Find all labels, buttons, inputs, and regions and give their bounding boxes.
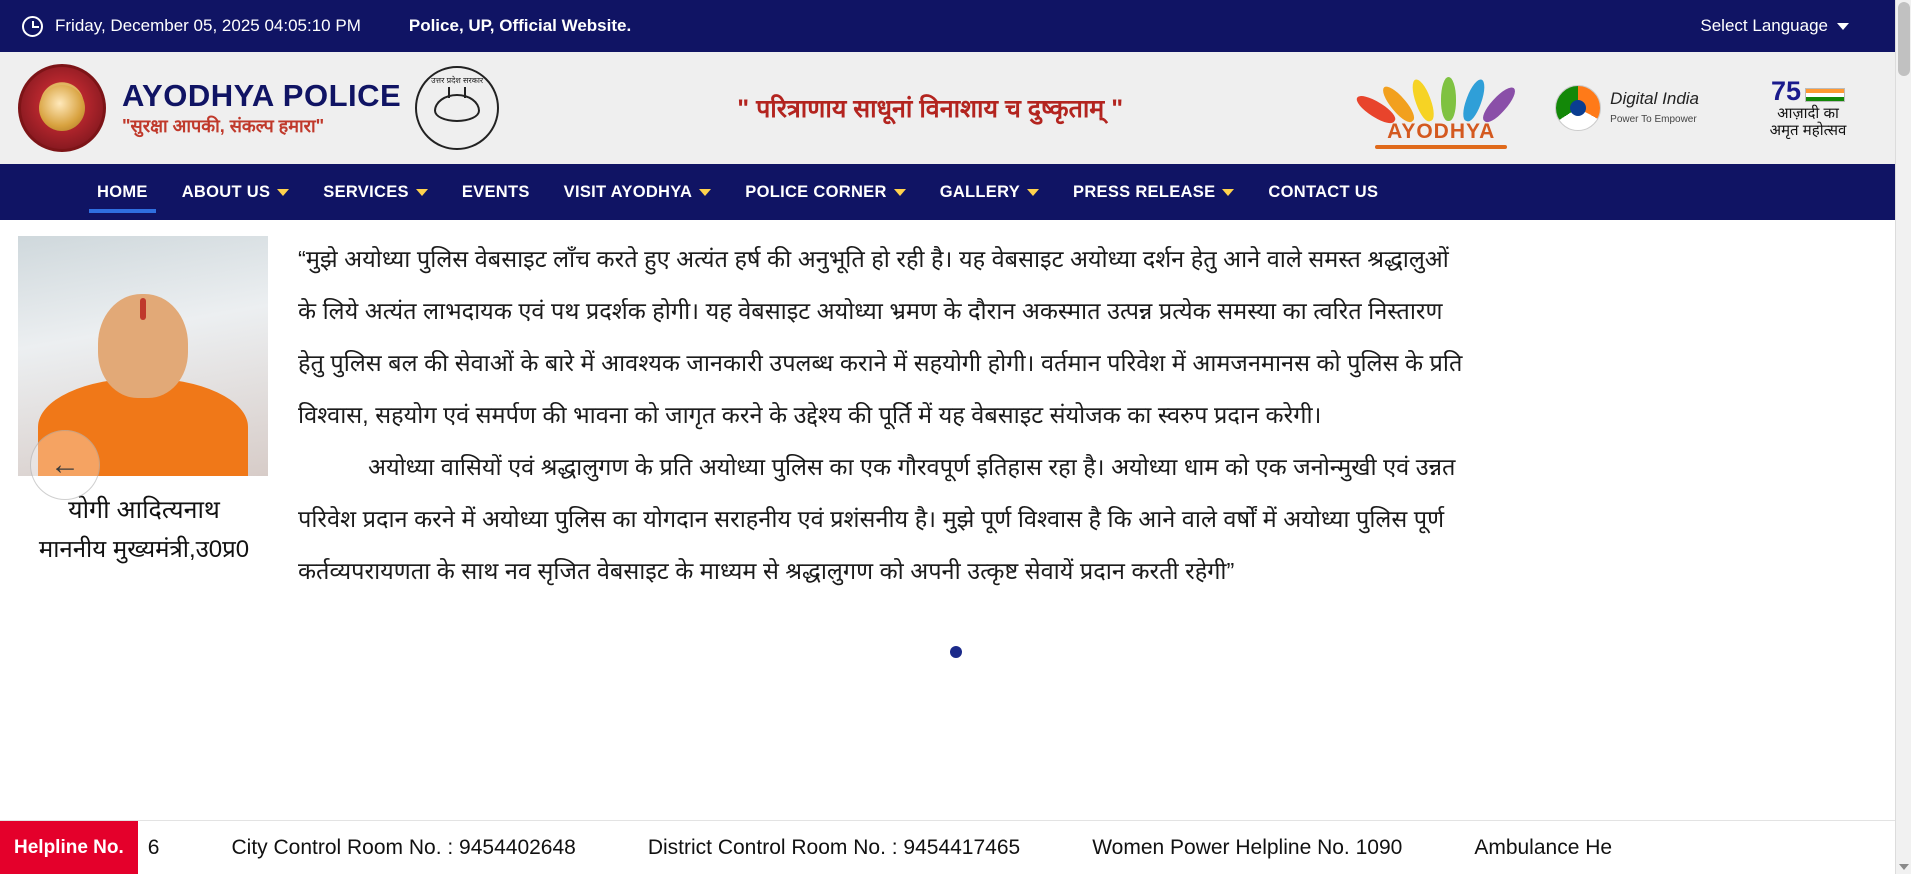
digital-india-logo	[1555, 85, 1699, 131]
cm-message-line-5: अयोध्या वासियों एवं श्रद्धालुगण के प्रति अयोध्या पुलिस का एक गौरवपूर्ण इतिहास रहा है। अयोध्या धाम को एक जनोन्मुखी एवं उन्नत	[368, 454, 1456, 481]
up-emblem-label: उत्तर प्रदेश सरकार	[431, 76, 484, 85]
cm-photo-tilak-shape	[140, 298, 146, 320]
cm-message-line-3: हेतु पुलिस बल की सेवाओं के बारे में आवश्यक जानकारी उपलब्ध कराने में सहयोगी होगी। वर्तमान परिवेश में आमजनमानस को पुलिस के प्रति	[298, 350, 1463, 377]
clock-icon	[22, 16, 43, 37]
helpline-tag: Helpline No.	[0, 821, 138, 874]
helpline-items	[138, 821, 1911, 874]
nav-item-about-us-label: ABOUT US	[181, 182, 271, 201]
cm-message-banner	[0, 220, 1911, 672]
brand-tagline: "सुरक्षा आपकी, संकल्प हमारा"	[122, 116, 325, 137]
language-selector[interactable]	[1700, 16, 1889, 36]
brand-name: AYODHYA POLICE	[122, 77, 402, 113]
nav-item-about-us[interactable]	[165, 164, 307, 220]
chevron-down-icon	[699, 189, 711, 196]
brand-block	[122, 77, 402, 137]
scrollbar-thumb[interactable]	[1898, 2, 1910, 76]
chevron-down-icon	[1837, 23, 1849, 30]
page-scrollbar[interactable]	[1895, 0, 1911, 874]
nav-item-contact-us-label: CONTACT US	[1268, 182, 1379, 201]
chevron-down-icon	[277, 189, 289, 196]
ayodhya-logo-text: AYODHYA	[1387, 120, 1496, 143]
helpline-item-1: City Control Room No. : 9454402648	[231, 835, 576, 859]
nav-item-visit-ayodhya-label: VISIT AYODHYA	[563, 182, 693, 201]
top-utility-bar	[0, 0, 1911, 52]
helpline-item-2: District Control Room No. : 9454417465	[647, 835, 1021, 859]
chevron-down-icon	[1222, 189, 1234, 196]
ayodhya-logo-petals	[1381, 67, 1501, 121]
cm-message-line-4: विश्वास, सहयोग एवं समर्पण की भावना को जागृत करने के उद्देश्य की पूर्ति में यह वेबसाइट संयोजक का स्वरुप प्रदान करेगी।	[298, 402, 1322, 429]
digital-india-icon	[1555, 85, 1601, 131]
carousel-prev-button[interactable]	[30, 430, 100, 500]
language-selector-label: Select Language	[1700, 16, 1828, 35]
site-official-label: Police, UP, Official Website.	[408, 16, 632, 35]
chief-minister-name: योगी आदित्यनाथ	[68, 496, 220, 524]
digital-india-title: Digital India	[1610, 88, 1699, 108]
nav-item-events[interactable]	[445, 164, 547, 220]
chevron-left-icon: ←	[50, 448, 80, 481]
azadi-logo-line2: अमृत महोत्सव	[1769, 121, 1847, 139]
ayodhya-city-logo-icon	[1361, 67, 1521, 149]
nav-item-home-label: HOME	[97, 182, 148, 201]
carousel-dots	[0, 646, 1911, 658]
cm-message-line-7: कर्तव्यपरायणता के साथ नव सृजित वेबसाइट के माध्यम से श्रद्धालुगण को अपनी उत्कृष्ट सेवायें प्रदान करती रहेगी”	[298, 558, 1235, 585]
nav-item-contact-us[interactable]	[1251, 164, 1395, 220]
cm-message-text	[270, 236, 1901, 672]
helpline-ticker	[0, 820, 1911, 874]
chief-minister-designation: माननीय मुख्यमंत्री,उ0प्र0	[38, 536, 250, 563]
chevron-down-icon	[416, 189, 428, 196]
chevron-down-icon	[894, 189, 906, 196]
azadi-ka-amrit-mahotsav-logo	[1733, 77, 1883, 140]
ayodhya-logo-underline	[1375, 145, 1507, 149]
ayodhya-police-emblem-icon	[18, 64, 106, 152]
helpline-item-4: Ambulance He	[1474, 835, 1613, 859]
indian-flag-icon	[1805, 88, 1845, 102]
cm-message-line-1: “मुझे अयोध्या पुलिस वेबसाइट लाँच करते हुए अत्यंत हर्ष की अनुभूति हो रही है। यह वेबसाइट अयोध्या दर्शन हेतु आने वाले समस्त श्रद्धालुओं	[298, 246, 1449, 272]
azadi-logo-number: 75	[1770, 75, 1802, 106]
chevron-down-icon	[1027, 189, 1039, 196]
digital-india-subtitle: Power To Empower	[1610, 113, 1697, 125]
cm-message-line-2: के लिये अत्यंत लाभदायक एवं पथ प्रदर्शक होगी। यह वेबसाइट अयोध्या भ्रमण के दौरान अकस्मात उत्पन्न प्रत्येक समस्या का त्वरित निस्तारण	[298, 298, 1443, 325]
azadi-logo-line1: आज़ादी का	[1777, 105, 1839, 123]
sanskrit-shloka: " परित्राणाय साधूनां विनाशाय च दुष्कृताम् "	[737, 95, 1124, 123]
site-header	[0, 52, 1911, 164]
nav-item-services-label: SERVICES	[323, 182, 409, 201]
partner-logos	[1361, 67, 1893, 149]
uttar-pradesh-government-emblem-icon	[415, 66, 499, 150]
nav-item-gallery-label: GALLERY	[939, 182, 1021, 201]
cm-message-line-6: परिवेश प्रदान करने में अयोध्या पुलिस का योगदान सराहनीय एवं प्रशंसनीय है। मुझे पूर्ण विश्वास है कि आने वाले वर्षों में अयोध्या पुलिस पूर्ण	[298, 506, 1445, 533]
current-datetime: Friday, December 05, 2025 04:05:10 PM	[55, 16, 361, 35]
nav-item-press-release[interactable]	[1056, 164, 1251, 220]
nav-item-press-release-label: PRESS RELEASE	[1073, 182, 1216, 201]
scroll-down-arrow-icon[interactable]	[1899, 864, 1909, 870]
carousel-dot-1[interactable]	[950, 646, 962, 658]
nav-item-visit-ayodhya[interactable]	[547, 164, 729, 220]
helpline-item-0: 6	[147, 835, 160, 859]
main-navigation	[0, 164, 1911, 220]
nav-item-events-label: EVENTS	[461, 182, 530, 201]
nav-item-police-corner-label: POLICE CORNER	[745, 182, 887, 201]
helpline-item-3: Women Power Helpline No. 1090	[1092, 835, 1403, 859]
nav-item-services[interactable]	[306, 164, 445, 220]
nav-item-home[interactable]	[80, 164, 165, 220]
up-emblem-fish-shape	[434, 94, 480, 122]
nav-item-gallery[interactable]	[923, 164, 1056, 220]
nav-item-police-corner[interactable]	[728, 164, 922, 220]
